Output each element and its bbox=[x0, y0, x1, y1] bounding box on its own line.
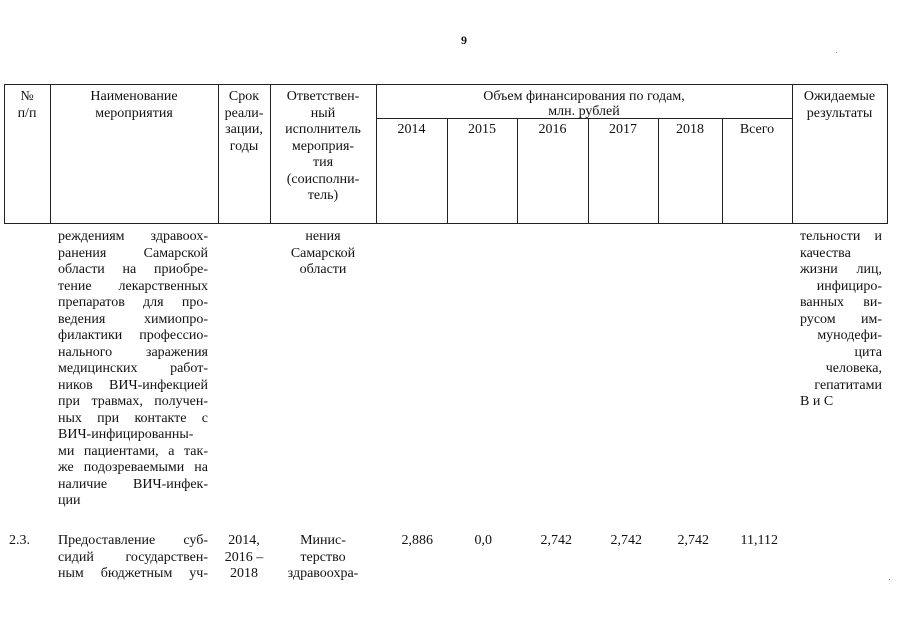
table-top-border bbox=[4, 84, 887, 85]
row-2-3-value-total: 11,112 bbox=[740, 533, 778, 548]
row-2-3-num: 2.3. bbox=[9, 533, 30, 548]
header-year-2018: 2018 bbox=[676, 122, 704, 137]
header-year-2014: 2014 bbox=[397, 122, 426, 137]
header-year-2015: 2015 bbox=[468, 122, 496, 137]
table-header-bottom-border bbox=[4, 223, 887, 224]
header-year-2017: 2017 bbox=[609, 122, 637, 137]
header-funding-title: Объем финансирования по годам, млн. рублей bbox=[483, 89, 685, 119]
header-responsible: Ответствен- ный исполнитель мероприя- тия (соисполни- тель) bbox=[285, 89, 361, 203]
row-2-3-value-2018: 2,742 bbox=[677, 533, 709, 548]
header-total: Всего bbox=[739, 122, 775, 137]
header-name: Наименование мероприятия bbox=[90, 89, 178, 121]
row-2-3-name-cell: Предоставление суб- сидий государствен- ным бюджетным уч- bbox=[58, 533, 208, 581]
row-2-3-value-2015: 0,0 bbox=[474, 533, 492, 548]
row-2-3-value-2017: 2,742 bbox=[610, 533, 642, 548]
scan-speck bbox=[836, 52, 837, 53]
continuation-responsible-cell: нения Самарской области bbox=[290, 229, 356, 277]
continuation-name-cell: реждениям здравоох- ранения Самарской области на приобре- тение лекарственных препаратов для про- ведения химиопро- филактики профессио- нального заражения медицинских работ- ников ВИЧ-инфекцией при травмах, получен- ных при контакте с ВИЧ-инфицированны- ми пациентами, а так- же подозреваемыми на наличие ВИЧ-инфек- ции bbox=[58, 229, 208, 508]
row-2-3-value-2014: 2,886 bbox=[401, 533, 433, 548]
scan-speck bbox=[889, 579, 890, 580]
row-2-3-responsible-cell: Минис- терство здравоохра- bbox=[287, 533, 359, 581]
header-results: Ожидаемые результаты bbox=[803, 89, 876, 121]
page-number: 9 bbox=[461, 33, 467, 47]
col-line-11 bbox=[887, 84, 888, 224]
continuation-results-cell: тельности и качества жизни лиц, инфициро- ванных ви- русом им- мунодефи- цита человека, гепатитами В и С bbox=[800, 229, 882, 409]
header-num: № п/п bbox=[17, 89, 37, 121]
header-term: Срок реали- зации, годы bbox=[224, 89, 264, 154]
header-year-2016: 2016 bbox=[538, 122, 567, 137]
row-2-3-term-cell: 2014, 2016 – 2018 bbox=[224, 533, 264, 581]
row-2-3-value-2016: 2,742 bbox=[540, 533, 572, 548]
